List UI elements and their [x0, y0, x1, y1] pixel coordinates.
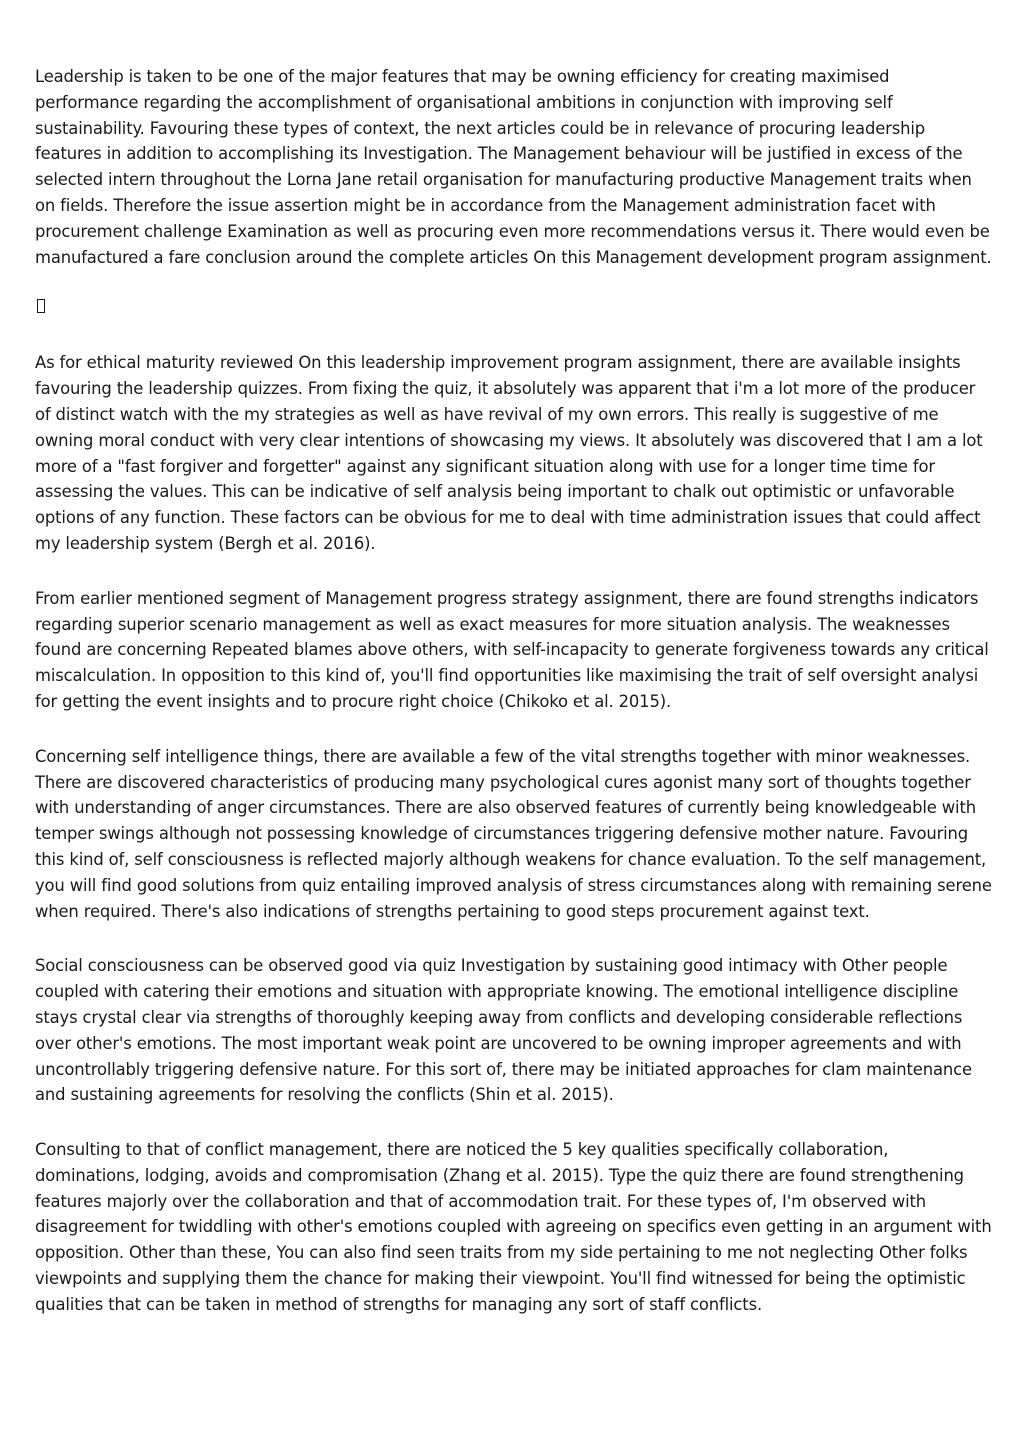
paragraph-social-consciousness: Social consciousness can be observed good via quiz Investigation by sustaining good intimacy with Other people coupled with catering their emotions and situation with appropriate knowing. The emotional intelligence discipline stays crystal clear via strengths of thoroughly keeping away from conflicts and developing considerable reflections over other's emotions. The most important weak point are uncovered to be owning improper agreements and with uncontrollably triggering defensive nature. For this sort of, there may be initiated approaches for clam maintenance and sustaining agreements for resolving the conflicts (Shin et al. 2015).	[35, 956, 972, 1105]
paragraph-ethical-maturity: As for ethical maturity reviewed On this leadership improvement program assignment, there are available insights favouring the leadership quizzes. From fixing the quiz, it absolutely was apparent that i'm a lot more of the producer of distinct watch with the my strategies as well as have revival of my own errors. This really is suggestive of me owning moral conduct with very clear intentions of showcasing my views. It absolutely was discovered that I am a lot more of a "fast forgiver and forgetter" against any significant situation along with use for a longer time time for assessing the values. This can be indicative of self analysis being important to chalk out optimistic or unfavorable options of any function. These factors can be obvious for me to deal with time administration issues that could affect my leadership system (Bergh et al. 2016).	[35, 353, 983, 553]
missing-glyph-icon	[37, 299, 45, 313]
paragraph-self-intelligence: Concerning self intelligence things, there are available a few of the vital strengths together with minor weaknesses. There are discovered characteristics of producing many psychological cures agonist many sort of thoughts together with understanding of anger circumstances. There are also observed features of currently being knowledgeable with temper swings although not possessing knowledge of circumstances triggering defensive mother nature. Favouring this kind of, self consciousness is reflected majorly although weakens for chance evaluation. To the self management, you will find good solutions from quiz entailing improved analysis of stress circumstances along with remaining serene when required. There's also indications of strengths pertaining to good steps procurement against text.	[35, 746, 992, 921]
document-body	[35, 64, 993, 1347]
paragraph-swot: From earlier mentioned segment of Management progress strategy assignment, there are found strengths indicators regarding superior scenario management as well as exact measures for more situation analysis. The weaknesses found are concerning Repeated blames above others, with self-incapacity to generate forgiveness towards any critical miscalculation. In opposition to this kind of, you'll find opportunities like maximising the trait of self oversight analysi for getting the event insights and to procure right choice (Chikoko et al. 2015).	[35, 588, 989, 711]
paragraph-conflict-management: Consulting to that of conflict management, there are noticed the 5 key qualities specifically collaboration, dominations, lodging, avoids and compromisation (Zhang et al. 2015). Type the quiz there are found strengthening features majorly over the collaboration and that of accommodation trait. For these types of, I'm observed with disagreement for twiddling with other's emotions coupled with agreeing on specifics even getting in an argument with opposition. Other than these, You can also find seen traits from my side pertaining to me not neglecting Other folks viewpoints and supplying them the chance for making their viewpoint. You'll find witnessed for being the optimistic qualities that can be taken in method of strengths for managing any sort of staff conflicts.	[35, 1140, 992, 1314]
paragraph-intro: Leadership is taken to be one of the major features that may be owning efficiency for creating maximised performance regarding the accomplishment of organisational ambitions in conjunction with improving self sustainability. Favouring these types of context, the next articles could be in relevance of procuring leadership features in addition to accomplishing its Investigation. The Management behaviour will be justified in excess of the selected intern throughout the Lorna Jane retail organisation for manufacturing productive Management traits when on fields. Therefore the issue assertion might be in accordance from the Management administration facet with procurement challenge Examination as well as procuring even more recommendations versus it. There would even be manufactured a fare conclusion around the complete articles On this Management development program assignment.	[35, 67, 992, 267]
